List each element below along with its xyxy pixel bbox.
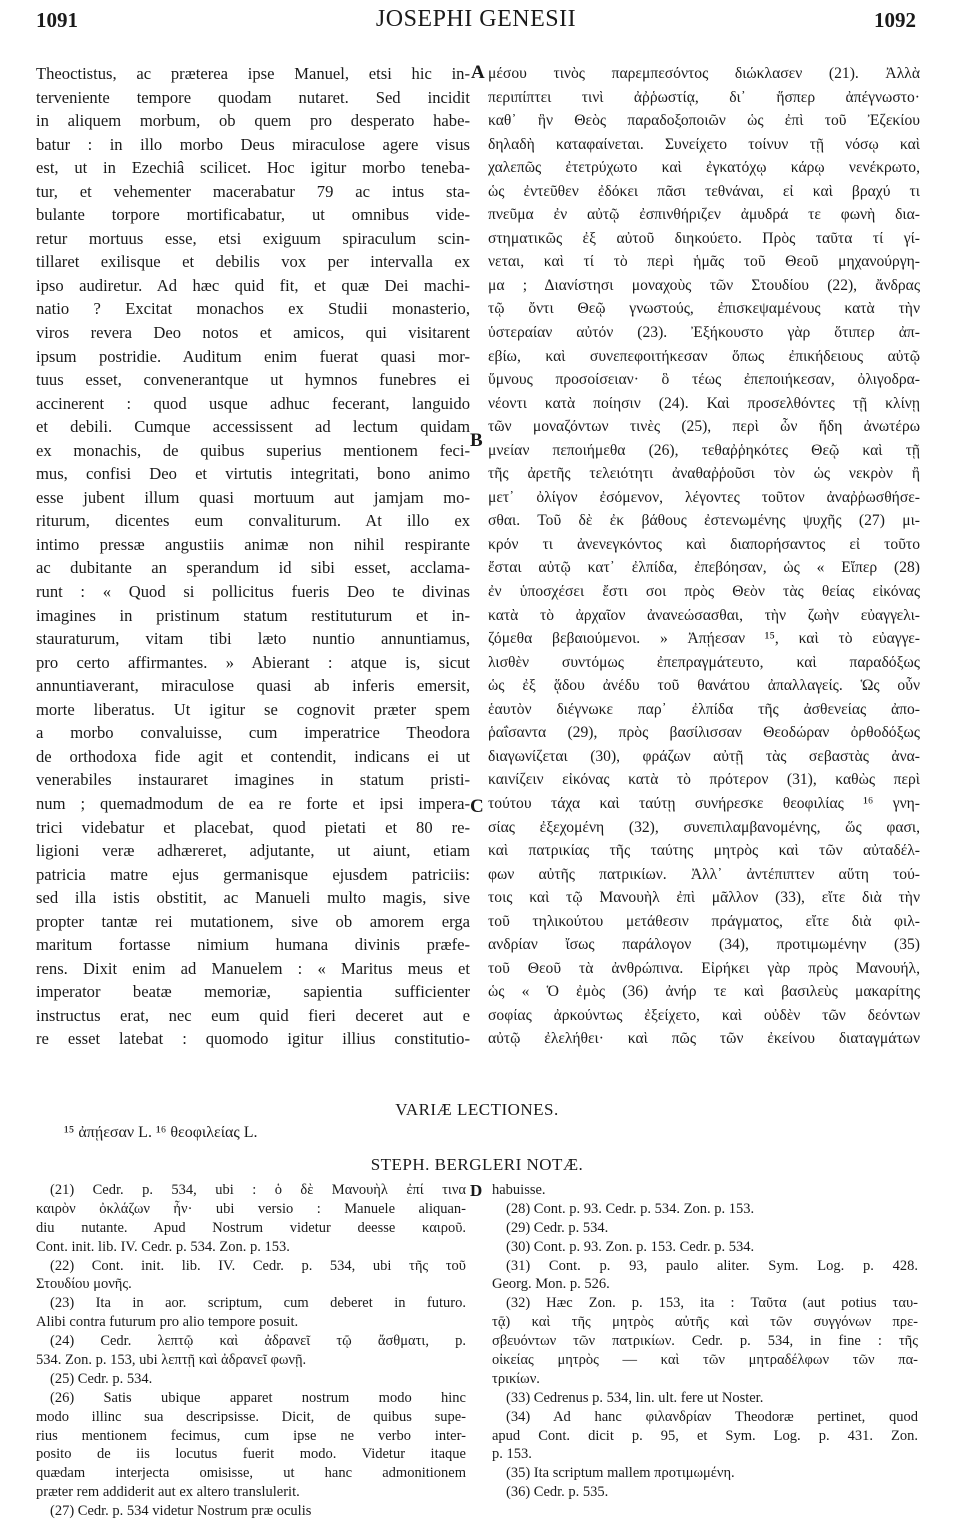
text-line: morte liberatus. Ut igitur se cognovit præter spem <box>36 699 470 719</box>
text-line: Alibi contra futurum pro alio tempore posuit. <box>36 1314 299 1331</box>
text-line: ἑαυτὸν διέγνωκε παρ᾽ ἐλπίδα τῆς ἀσθενείας ἀπο- <box>488 700 920 718</box>
variae-lectiones-heading: VARIÆ LECTIONES. <box>395 1100 559 1119</box>
text-line: de orthodoxa fide agit et contendit, indicans ei ut <box>36 746 470 766</box>
margin-letter-b: B <box>470 430 483 451</box>
text-line: runt : « Quod si pollicitus fueris Deo te divinas <box>36 582 470 602</box>
text-line: accinerent : quod usque adhuc fecerant, languido <box>36 393 470 413</box>
text-line: οἰκείας μητρὸς — καὶ τῶν μητραδέλφων τῶν πα- <box>492 1352 918 1369</box>
text-line: venerabiles instauraret imagines in statum pristi- <box>36 770 470 790</box>
text-line: tur, et vehementer macerabatur 79 ac intus sta- <box>36 181 470 201</box>
text-line: instructus erat, nec eum quid fieri deceret aut e <box>36 1005 470 1025</box>
text-line: ac dubitante an sperandum id sibi esset, acclama- <box>36 558 470 578</box>
text-line: (22) Cont. init. lib. IV. Cedr. p. 534, ubi τῆς τοῦ <box>50 1257 466 1274</box>
text-line: (24) Cedr. λεπτῷ καὶ ἀδρανεῖ τῷ ἄσθματι, p. <box>50 1333 466 1350</box>
text-line: est, ut in Ezechiâ scilicet. Hoc igitur morbo teneba- <box>36 158 470 178</box>
text-line: νέοντι κατὰ ποίησιν (24). Καὶ προσελθόντες τῇ κλίνῃ <box>488 394 920 412</box>
text-line: 534. Zon. p. 153, ubi λεπτῇ καὶ ἀδρανεῖ φωνῇ. <box>36 1352 307 1369</box>
notes-heading: STEPH. BERGLERI NOTÆ. <box>370 1155 584 1174</box>
text-line: χαλεπῶς ἐτετρύχωτο καὶ ἐγκατόχῳ κάρῳ νενέκρωτο, <box>488 159 920 177</box>
text-line: ὡς ἐντεῦθεν ἐδόκει πᾶσι τεθνάναι, εἰ καὶ βραχύ τι <box>488 182 920 200</box>
text-line: ὡς « Ὁ ἐμὸς (36) ἀνήρ τε καὶ βασιλεὺς μακαρίτης <box>488 983 920 1001</box>
text-line: τοῦ τηλικούτου μετάθεσιν πράγματος, εἴτε διὰ φιλ- <box>488 912 920 930</box>
text-line: apud Cont. dicit p. 95, et Sym. Log. p. 431. Zon. <box>492 1427 918 1444</box>
text-line: ipsum postridie. Auditum enim fuerat quasi mor- <box>36 346 470 366</box>
text-line: propter tantæ rei mutationem, sive ob amorem erga <box>36 911 470 931</box>
text-line: κατὰ τὸ ἀρχαῖον ἀνανεώσασθαι, τὴν ζωὴν εὐαγγελι- <box>488 606 920 624</box>
text-line: tuus esset, convenerantque ut hymnos funebres ei <box>36 370 470 390</box>
latin-column <box>36 62 470 1051</box>
text-line: στηματικῶς ἐξ αὐτοῦ διηκούετο. Πρὸς ταῦτα τί γί- <box>488 229 920 247</box>
text-line: patricia matre ejus germanisque ejusdem patriciis: <box>36 864 470 884</box>
text-line: (30) Cont. p. 93. Zon. p. 153. Cedr. p. 534. <box>506 1238 755 1255</box>
text-line: λισθὲν συντόμως ἐπεπραγμάτευτο, καὶ παραδόξως <box>488 653 920 671</box>
text-line: ex monachis, de quibus superius mentionem feci- <box>36 440 470 460</box>
text-line: annuntiaverant, miraculose quasi ab inferis emersit, <box>36 676 470 696</box>
text-line: καινίζειν εἰκόνας κατὰ τὸ πρότερον (31), καθὼς περὶ <box>488 771 920 789</box>
text-line: περιπίπτει τινὶ ἀῤῥωστίᾳ, δι᾽ ἥσπερ ἀπέγνωστο· <box>488 88 920 106</box>
text-line: (34) Ad hanc φιλανδρίαν Theodoræ pertinet, quod <box>506 1408 918 1425</box>
text-line: μετ᾽ ὀλίγον ἐσόμενον, λέγοντες τοῦτον ἀναῤῥωσθήσε- <box>488 488 920 506</box>
text-line: Theoctistus, ac præterea ipse Manuel, etsi hic in- <box>36 64 470 83</box>
text-line: natio ? Excitat monachos ex Studii monasterio, <box>36 299 470 319</box>
text-line: tillaret exilisque et debilis vox per intervalla ex <box>36 252 470 272</box>
text-line: imperator beatæ memoriæ, sapientia sufficienter <box>36 982 470 1002</box>
text-line: riturum, dicentes eum convaliturum. At illo ex <box>36 511 470 531</box>
text-line: σθαι. Τοῦ δὲ ἐκ βάθους ἐστενωμένης ψυχῆς (27) μι- <box>488 512 920 530</box>
text-line: batur : in illo morbo Deus miraculose agere visus <box>36 134 470 154</box>
text-line: trici videbatur et placebat, quod pietati et 80 re- <box>36 817 470 837</box>
text-line: ligioni veræ adhæreret, adjutante, ut aiunt, etiam <box>36 841 470 861</box>
text-line: bulante torpore mortificabatur, ut omnibus vide- <box>36 205 470 225</box>
text-line: diu nutante. Apud Nostrum videtur deesse καιροῦ. <box>36 1219 466 1236</box>
text-line: αὐτῷ ἐλελήθει· καὶ πῶς τῶν ἐκείνου διαταγμάτων <box>488 1030 920 1048</box>
text-line: (33) Cedrenus p. 534, lin. ult. fere ut Noster. <box>506 1389 764 1406</box>
text-line: (32) Hæc Zon. p. 153, ita : Ταῦτα (aut potius ταυ- <box>506 1295 918 1312</box>
text-line: (25) Cedr. p. 534. <box>50 1370 153 1387</box>
text-line: esse jubent illum quasi mortuum aut jamjam mo- <box>36 487 470 507</box>
text-line: et debili. Cumque accessissent ad lectum quidam <box>36 417 470 437</box>
notes-right-column <box>492 1181 918 1502</box>
text-line: ανδρίαν ἴσως παράλογον (34), προτιμωμένην (35) <box>488 936 920 954</box>
margin-letter-d: D <box>470 1181 483 1200</box>
text-line: re esset latebat : quomodo igitur illius constitutio- <box>36 1029 470 1049</box>
text-line: terveniente tempore quodam nutaret. Sed incidit <box>36 87 470 107</box>
text-line: pro certo affirmantes. » Abierant : atque is, sicut <box>36 652 470 672</box>
running-header <box>36 4 916 38</box>
notes-left-column <box>36 1181 466 1521</box>
text-line: (31) Cont. p. 93, paulo aliter. Sym. Log. p. 428. <box>506 1257 918 1274</box>
text-line: num ; quemadmodum de ea re forte et ipsi impera- <box>36 793 470 813</box>
text-line: ῥαΐσαντα (29), πρὸς βασίλισσαν Θεοδώραν ὀρθοδόξως <box>488 724 920 742</box>
text-line: (21) Cedr. p. 534, ubi : ὁ δὲ Μανουὴλ ἐπί τινα <box>50 1182 466 1198</box>
text-line: posito de iis locutus fuerit modo. Videtur itaque <box>36 1446 466 1463</box>
text-line: τούτου τάχα καὶ ταύτῃ συνήρεσκε θεοφιλίας ¹⁶ γνη- <box>488 794 920 812</box>
text-line: maritum fortasse nimium humana divinis præfe- <box>36 935 470 955</box>
text-line: p. 153. <box>492 1446 532 1463</box>
text-line: præter rem addiderit aut ex altero translulerit. <box>36 1484 300 1501</box>
text-line: τᾷ) καὶ τῆς μητρὸς αὐτῆς καὶ τῶν συγγόνων πρε- <box>492 1314 918 1331</box>
text-line: Cont. init. lib. IV. Cedr. p. 534. Zon. p. 153. <box>36 1238 290 1255</box>
greek-column <box>488 62 920 1051</box>
text-line: τρικίων. <box>492 1370 540 1387</box>
text-line: (36) Cedr. p. 535. <box>506 1484 609 1501</box>
text-line: καὶ πατρικίας τῆς ταύτης μητρὸς καὶ τῶν αὐταδέλ- <box>488 842 920 860</box>
text-line: μνείαν πεποιήμεθα (26), τεθαῤῥηκότες Θεῷ καὶ τῇ <box>488 441 920 459</box>
page-number-right: 1092 <box>874 8 916 32</box>
text-line: τῷ ὄντι Θεῷ γνωστούς, ἐπισκεψαμένους κατὰ τὴν <box>488 300 920 318</box>
text-line: (35) Ita scriptum mallem προτιμωμένη. <box>506 1465 735 1482</box>
text-line: Georg. Mon. p. 526. <box>492 1276 610 1293</box>
text-line: rens. Dixit enim ad Manuelem : « Maritus meus et <box>36 958 470 978</box>
text-line: μέσου τινὸς παρεμπεσόντος διώκλασεν (21). Ἀλλὰ <box>488 65 920 82</box>
text-line: habuisse. <box>492 1182 546 1198</box>
text-line: ὕμνους προσοίσειαν· ὃ τέως ἐπεποιήκεσαν, ὀλιγοδρα- <box>488 371 920 389</box>
text-line: quædam interjecta omisisse, ut hanc admonitionem <box>36 1465 466 1482</box>
text-line: νεται, καὶ τί τὸ περὶ ἡμᾶς τοῦ Θεοῦ μηχανούργη- <box>488 253 920 271</box>
text-line: modo illinc sua descripsisse. Dicit, de quibus supe- <box>36 1408 466 1425</box>
text-line: (26) Satis ubique apparet nostrum modo hinc <box>50 1389 466 1406</box>
text-line: πνεῦμα ἐν αὐτῷ ἐσπινθήριζεν ἀμυδρά τε φωνὴ δια- <box>488 206 920 224</box>
running-title: JOSEPHI GENESII <box>375 6 577 32</box>
text-line: ὑστεραίαν αὐτόν (23). Ἐξήκουστο γὰρ ὅτιπερ ἀπ- <box>488 324 920 342</box>
text-line: retur mortuus esse, etsi exiguum spiraculum scin- <box>36 228 470 248</box>
text-line: καθ᾽ ἣν Θεὸς παραδοξοποιῶν ὡς ἐπὶ τοῦ Ἐζεκίου <box>488 112 920 130</box>
text-line: imagines in pristinum statum restituturum et in- <box>36 605 470 625</box>
text-line: viros revera Deo notos et amicos, qui visitarent <box>36 323 470 343</box>
text-line: (27) Cedr. p. 534 videtur Nostrum præ oculis <box>50 1503 312 1520</box>
text-line: in aliquem morbum, ob quem pro desperato habe- <box>36 111 470 131</box>
margin-letter-a: A <box>471 62 485 83</box>
text-line: εβίω, καὶ συνεπεφοιτήκεσαν ὅπως ἐπικήδειους αὐτῷ <box>488 347 920 365</box>
variae-lectiones-line: ¹⁵ ἀπῄεσαν L. ¹⁶ θεοφιλείας L. <box>64 1124 258 1141</box>
text-line: σοφίας ἀρκούντως ἐξείχετο, καὶ οὐδὲν τῶν δεόντων <box>488 1006 920 1024</box>
text-line: stauraturum, vitam tibi læto nuntio annuntiamus, <box>36 629 470 649</box>
text-line: ζόμεθα βεβαιούμενοι. » Ἀπῄεσαν ¹⁵, καὶ τὸ εὐαγγε- <box>488 630 920 648</box>
text-line: σίας ἐξεχομένη (32), συνεπιλαμβανομένης, ὥς φασι, <box>488 818 920 836</box>
text-line: ἐν ὑποσχέσει ἔστι σοι πρὸς Θεὸν τὰς θείας εἰκόνας <box>488 583 920 601</box>
text-line: mus, confisi Deo et virtutis integritati, bono animo <box>36 464 470 484</box>
page-number-left: 1091 <box>36 8 78 32</box>
text-line: a morbo convaluisse, cum imperatrice Theodora <box>36 723 470 743</box>
text-line: τῆς ἀρετῆς τελειότητι ἀναθαῤῥοῦσι τὸν ὡς νεκρὸν ἢ <box>488 465 920 483</box>
text-line: τοις καὶ τῷ Μανουὴλ ἐπὶ μᾶλλον (33), εἴτε διὰ τὴν <box>488 889 920 907</box>
text-line: (23) Ita in aor. scriptum, cum deberet in futuro. <box>50 1295 466 1312</box>
text-line: (28) Cont. p. 93. Cedr. p. 534. Zon. p. 153. <box>506 1200 755 1217</box>
text-line: σβευόντων τῶν πατρικίων. Cedr. p. 534, in fine : τῆς <box>492 1333 918 1350</box>
text-line: κρόν τι ἀνενεγκόντος καὶ διαπορήσαντος εἰ τοῦτο <box>488 535 920 553</box>
text-line: sed illa istis obstitit, ac Manueli multo magis, sive <box>36 888 470 908</box>
text-line: ipso audiretur. Ad hæc quid fit, et quæ Dei machi- <box>36 275 470 295</box>
text-line: Στουδίου μονῆς. <box>36 1276 132 1293</box>
text-line: ὡς ἐξ ᾅδου ἀνέδυ τοῦ θανάτου ἀπαλλαγείς. Ὡς οὖν <box>488 677 920 695</box>
text-line: καιρὸν ὀκλάζων ἦν· ubi versio : Manuele aliquan- <box>36 1200 466 1217</box>
text-line: μα ; Διανίστησι μοναχοὺς τῶν Στουδίου (22), ἄνδρας <box>488 276 920 294</box>
text-line: φων αὐτῆς πατρικίων. Ἀλλ᾽ ἀντέπιπτεν αὕτη τού- <box>488 865 920 883</box>
text-line: διαγωνίζεται (30), φράζων αὐτῇ τὰς σεβαστὰς ἀνα- <box>488 747 920 765</box>
margin-letter-c: C <box>470 796 484 817</box>
text-line: τοῦ Θεοῦ τὰ ἀνθρώπινα. Εἰρήκει γὰρ πρὸς Μανουήλ, <box>488 959 920 977</box>
text-line: (29) Cedr. p. 534. <box>506 1219 609 1236</box>
text-line: δηλαδὴ καταφαίνεται. Συνείχετο τοίνυν τῇ νόσῳ καὶ <box>488 135 920 153</box>
text-line: rius mentionem fecimus, cum ipse ne verbo inter- <box>36 1427 466 1444</box>
text-line: ἔσται αὐτῷ κατ᾽ ἐλπίδα, ἐπεβόησαν, ὡς « Εἴπερ (28) <box>488 559 920 577</box>
text-line: τῶν μοναζόντων τινὲς (25), περὶ ὧν ἤδη ἀνωτέρω <box>488 418 920 436</box>
text-line: intimo pressæ angustiis animæ non nihil respirante <box>36 534 470 554</box>
